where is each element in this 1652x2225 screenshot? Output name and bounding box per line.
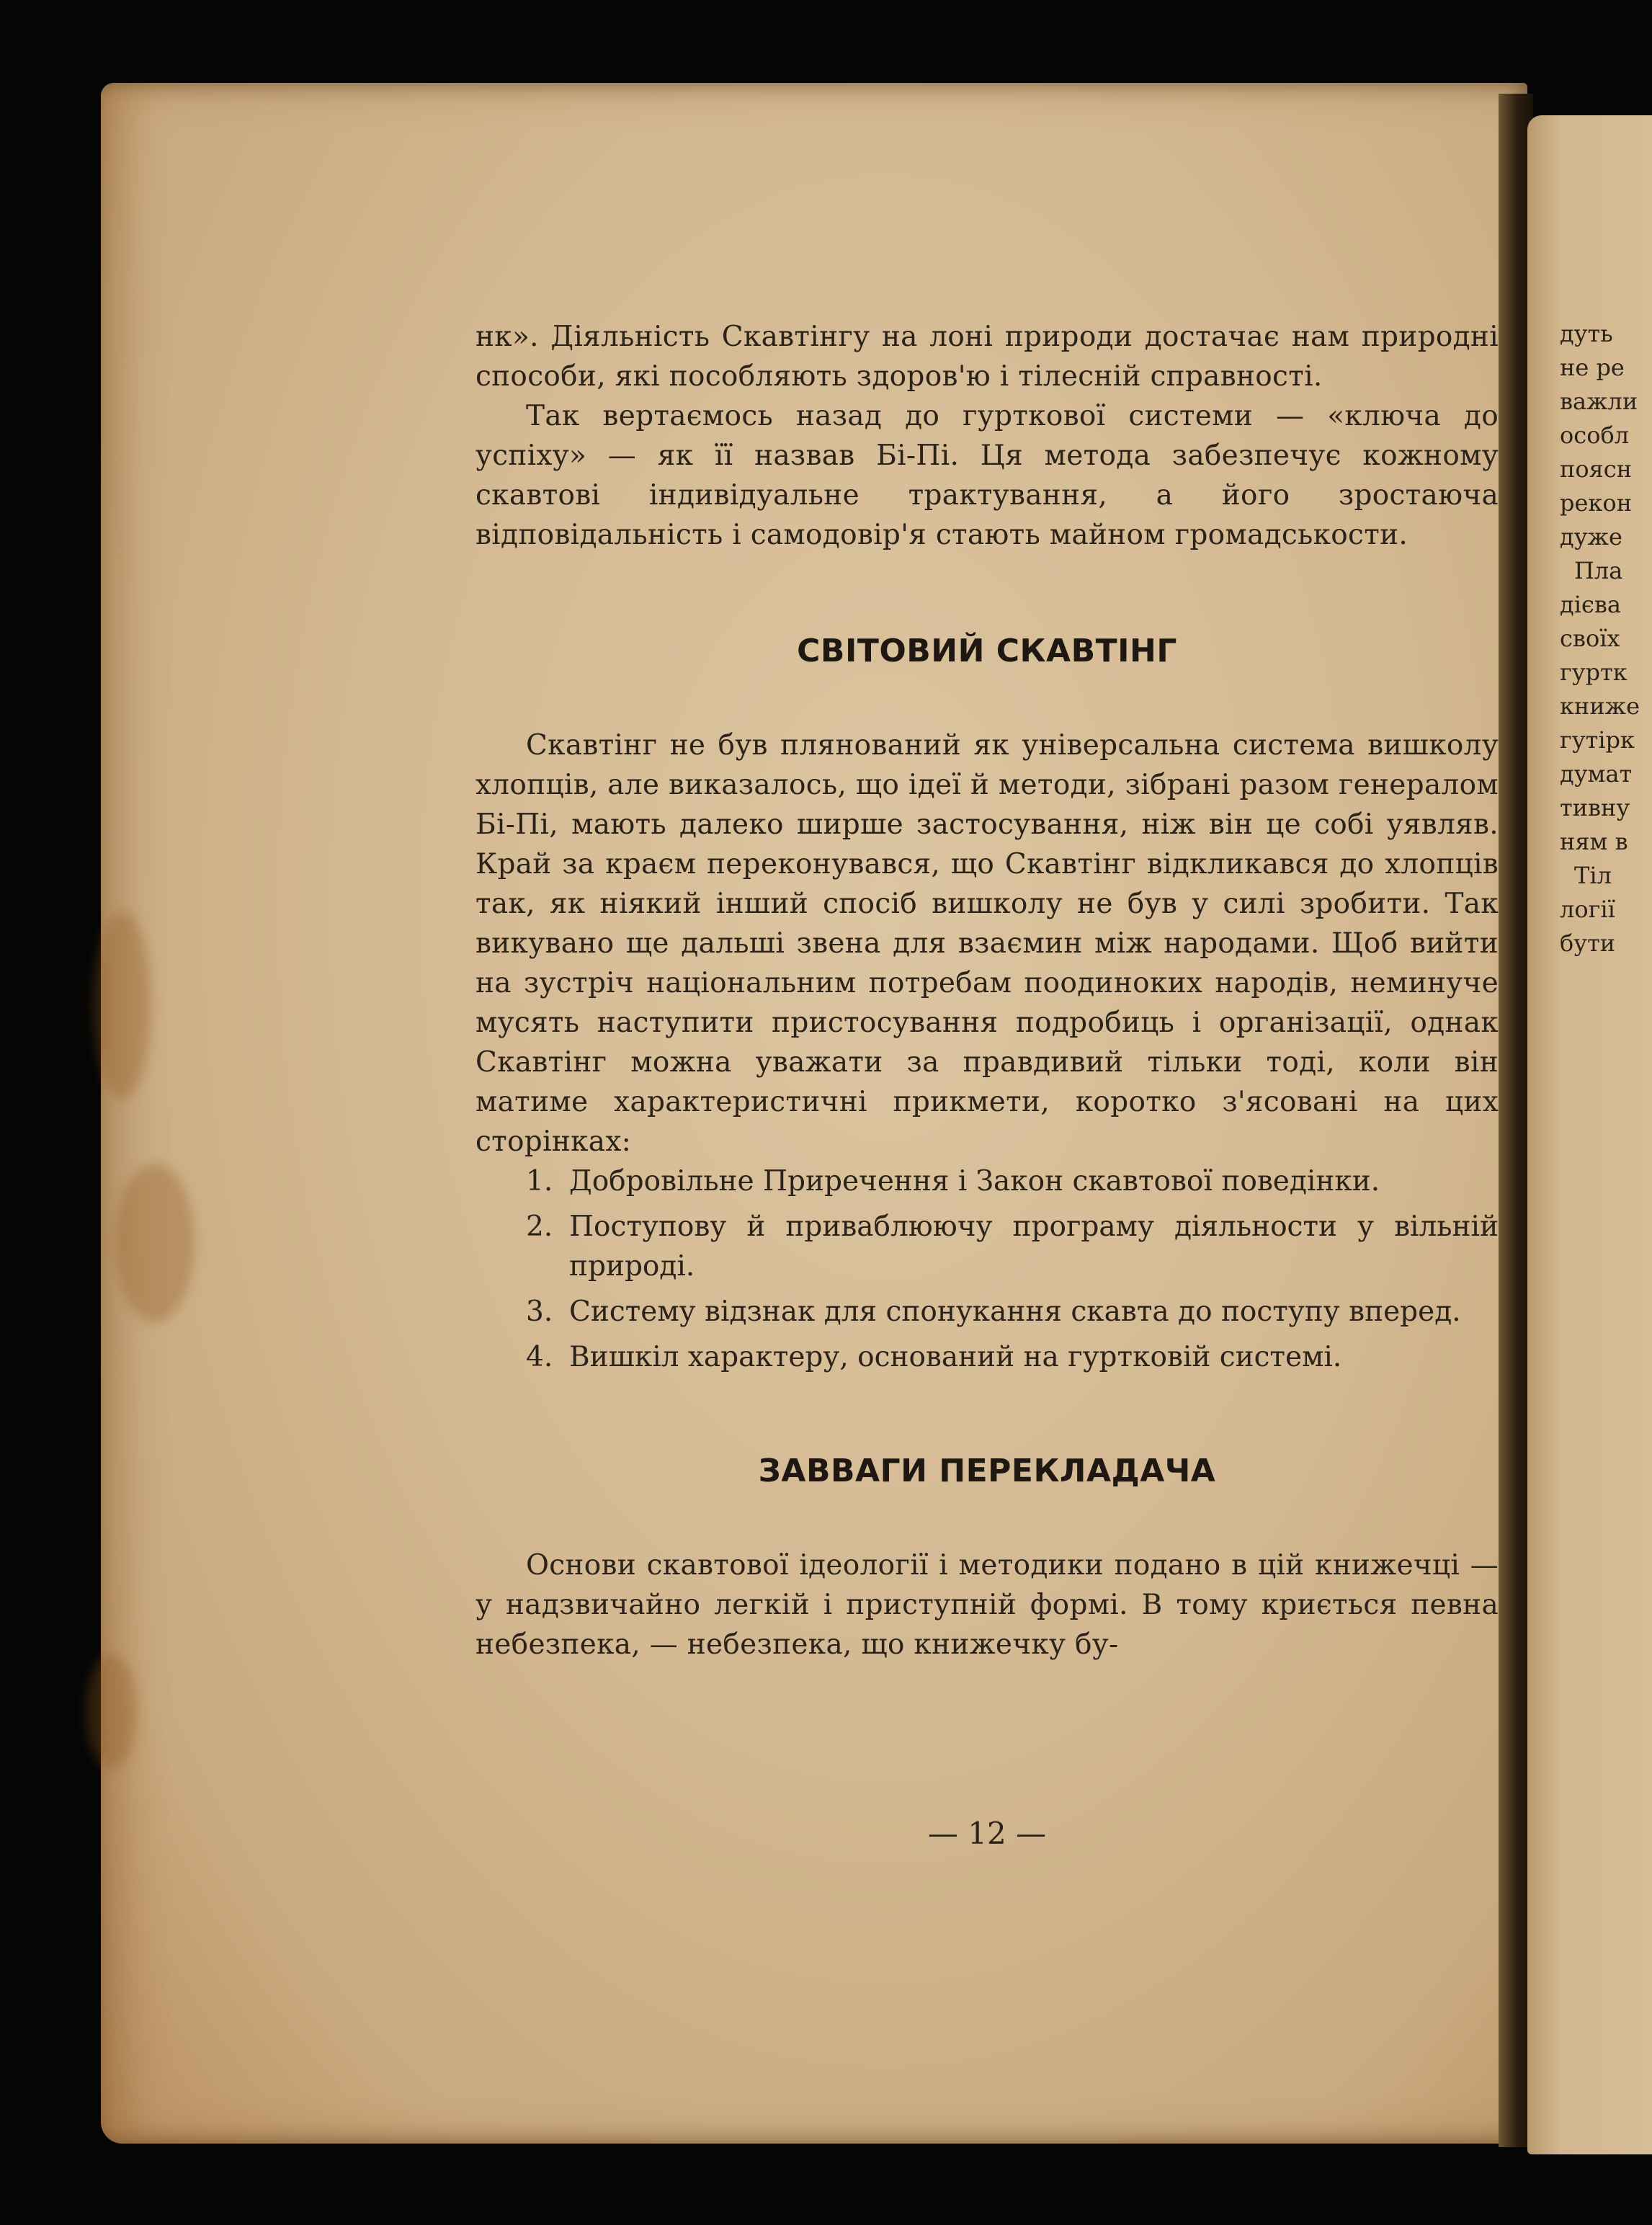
right-line: логії <box>1560 896 1615 923</box>
list-item <box>526 1207 1499 1286</box>
right-page-text-fragments <box>1560 317 1652 960</box>
right-line: тивну <box>1560 794 1630 821</box>
right-line: гутірк <box>1560 726 1635 754</box>
paragraph-4: Основи скавтової ідеології і методики подано в цій книжечці — у надзвичайно легкій і приступній формі. В тому криється певна небезпека, — небезпека, що книжечку бу- <box>475 1549 1499 1661</box>
section-heading-translator-notes: ЗАВВАГИ ПЕРЕКЛАДАЧА <box>758 1453 1216 1489</box>
right-line: дієва <box>1560 591 1621 618</box>
list-item-text: Вишкіл характеру, оснований на гуртковій системі. <box>569 1341 1342 1373</box>
right-line: гуртк <box>1560 659 1628 686</box>
right-line: поясн <box>1560 455 1633 483</box>
paper-stain <box>86 1654 137 1769</box>
right-line: особл <box>1560 422 1630 449</box>
right-line: не ре <box>1560 354 1625 381</box>
list-item-text: Добровільне Приречення і Закон скавтової поведінки. <box>569 1165 1380 1198</box>
list-item-text: Поступову й приваблюючу програму діяльности у вільній природі. <box>569 1210 1499 1283</box>
paragraph-2: Так вертаємось назад до гурткової системи — «ключа до успіху» — як її назвав Бі-Пі. Ця метода забезпечує кожному скавтові індивідуальне трактування, а його зростаюча відповідальність і самодовір'я стають майном громадськости. <box>475 400 1499 551</box>
left-page-text <box>475 317 1499 1664</box>
paper-stain <box>94 911 151 1099</box>
right-line: думат <box>1560 760 1633 788</box>
list-item-number: 1. <box>526 1165 553 1198</box>
section-heading-world-scouting: СВІТОВИЙ СКАВТІНГ <box>797 633 1177 669</box>
right-line: рекон <box>1560 489 1633 517</box>
right-line: дуть <box>1560 320 1613 347</box>
right-line: дуже <box>1560 523 1622 550</box>
paragraph-3: Скавтінг не був плянований як універсальна система вишколу хлопців, але виказалось, що ідеї й методи, зібрані разом генералом Бі-Пі, мають далеко ширше застосування, ніж він це собі уявляв. Край за краєм переконувався, що Скавтінг відкликався до хлопців так, як ніякий інший спосіб вишколу не був у силі зробити. Так викувано ще дальші звена для взаємин між народами. Щоб вийти на зустріч національним потребам поодиноких народів, неминуче мусять наступити пристосування подробиць і організації, однак Скавтінг можна уважати за правдивий тільки тоді, коли він матиме характеристичні прикмети, коротко з'ясовані на цих сторінках: <box>475 729 1499 1158</box>
principles-list <box>475 1161 1499 1377</box>
list-item <box>526 1337 1499 1377</box>
right-line: важли <box>1560 388 1638 415</box>
paper-stain <box>115 1164 195 1322</box>
right-line: своїх <box>1560 625 1620 652</box>
right-line: Пла <box>1574 557 1623 584</box>
right-line: ням в <box>1560 828 1628 855</box>
page-number: — 12 — <box>927 1816 1047 1851</box>
right-line: Тіл <box>1574 862 1612 889</box>
right-line: бути <box>1560 929 1616 957</box>
list-item <box>526 1161 1499 1201</box>
list-item-number: 3. <box>526 1296 553 1328</box>
list-item-number: 2. <box>526 1210 553 1243</box>
list-item <box>526 1292 1499 1332</box>
right-line: книже <box>1560 692 1640 720</box>
list-item-number: 4. <box>526 1341 553 1373</box>
list-item-text: Систему відзнак для спонукання скавта до поступу вперед. <box>569 1296 1461 1328</box>
paragraph-1: нк». Діяльність Скавтінгу на лоні природи достачає нам природні способи, які пособляють здоров'ю і тілесній справності. <box>475 321 1499 393</box>
